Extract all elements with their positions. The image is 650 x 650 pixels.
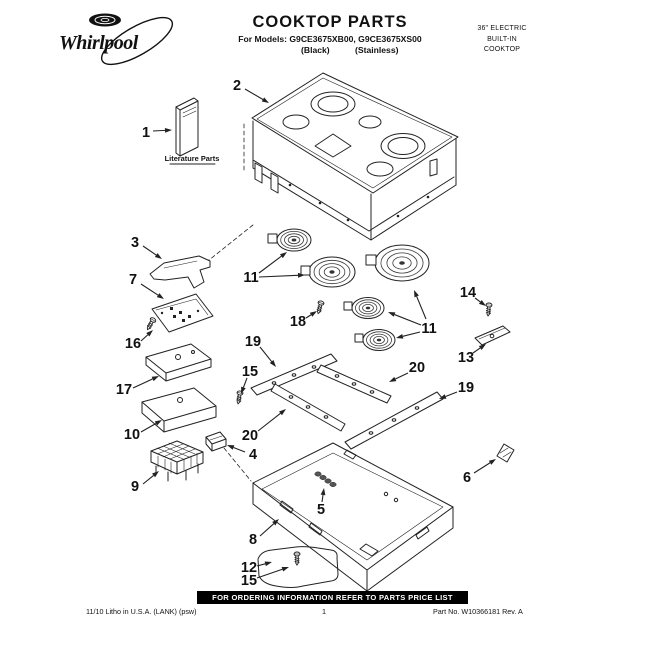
callout-11: 11 [421, 320, 437, 337]
callout-10: 10 [123, 426, 141, 443]
callout-leader [141, 423, 156, 432]
callout-arrowhead [282, 567, 289, 572]
callout-leader [143, 246, 156, 255]
callout-leader [417, 296, 426, 319]
terminal-block [151, 441, 203, 481]
callout-11: 11 [243, 269, 259, 286]
mounting-clip [497, 444, 514, 462]
callout-leader [258, 413, 280, 431]
callout-leader [395, 373, 408, 379]
page-number: 1 [322, 607, 326, 616]
callout-leader [260, 524, 274, 536]
callout-20: 20 [408, 359, 426, 376]
callout-16: 16 [124, 335, 142, 352]
heating-element-small-left [268, 229, 311, 251]
callout-3: 3 [130, 234, 140, 251]
callout-13: 13 [457, 349, 475, 366]
callout-arrowhead [388, 312, 395, 317]
heating-element-medium [301, 257, 355, 287]
callout-arrowhead [157, 293, 164, 299]
callout-leader [306, 315, 311, 318]
page-title: COOKTOP PARTS [252, 13, 408, 31]
cover-small [146, 344, 211, 381]
callout-20: 20 [241, 427, 259, 444]
callout-leader [245, 89, 263, 99]
litho-note: 11/10 Litho in U.S.A. (LANK) (psw) [86, 607, 197, 616]
callout-18: 18 [289, 313, 307, 330]
product-type-line1: 36" ELECTRIC [477, 25, 527, 32]
callout-arrowhead [489, 459, 496, 465]
callout-19: 19 [457, 379, 475, 396]
support-rail-20-right [317, 365, 391, 403]
control-board [152, 294, 213, 332]
callout-arrowhead [310, 311, 317, 317]
callout-arrowhead [155, 253, 162, 259]
models-line: For Models: G9CE3675XB00, G9CE3675XS00 [238, 34, 422, 44]
callout-arrowhead [165, 128, 172, 133]
callout-leader [153, 130, 165, 131]
brand-name: Whirlpool [59, 32, 138, 54]
screw-14 [485, 303, 492, 316]
callout-leader [133, 379, 153, 388]
callout-arrowhead [414, 290, 419, 297]
callout-leader [257, 569, 282, 578]
heating-element-small-center [344, 298, 384, 319]
screw-16 [145, 317, 157, 331]
callout-2: 2 [232, 77, 242, 94]
callout-17: 17 [115, 381, 133, 398]
clamp-bracket [475, 326, 510, 345]
callout-leader [260, 347, 272, 362]
callout-leader [474, 463, 490, 473]
callout-1: 1 [141, 124, 151, 141]
callout-arrowhead [227, 445, 234, 450]
screw-15-bottom [294, 552, 300, 565]
callout-5: 5 [316, 501, 326, 518]
mounting-bracket [150, 256, 210, 288]
ordering-notice-bar: FOR ORDERING INFORMATION REFER TO PARTS PRICE LIST [197, 591, 468, 604]
callout-12: 12 [240, 559, 258, 576]
product-type-line3: COOKTOP [483, 46, 521, 53]
literature-parts-label: Literature Parts [164, 154, 220, 163]
callout-arrowhead [479, 300, 486, 306]
screw-18 [315, 300, 324, 314]
callout-leader [395, 315, 421, 325]
callout-leader [403, 332, 420, 336]
callout-leader [473, 348, 480, 353]
callout-arrowhead [389, 377, 396, 382]
callout-15: 15 [241, 363, 259, 380]
finish-label-black: (Black) [301, 45, 330, 55]
finish-label-stainless: (Stainless) [355, 45, 399, 55]
callout-leader [446, 392, 457, 396]
callout-arrowhead [262, 97, 269, 103]
callout-9: 9 [130, 478, 140, 495]
literature-booklet [165, 98, 220, 164]
callout-15: 15 [240, 572, 258, 589]
callout-arrowhead [280, 252, 287, 258]
callout-arrowhead [152, 376, 159, 381]
connector-block [206, 432, 226, 451]
heating-element-large [366, 245, 429, 281]
cooktop-glass-assembly [252, 73, 458, 240]
product-type-line2: BUILT-IN [487, 35, 517, 43]
part-number: Part No. W10366181 Rev. A [433, 607, 523, 616]
callout-leader [143, 475, 154, 484]
callout-leader [141, 335, 148, 341]
callout-6: 6 [462, 469, 472, 486]
callout-4: 4 [248, 446, 258, 463]
support-rail-19-right [345, 392, 443, 449]
callout-leader [141, 284, 158, 295]
support-rail-20-left [271, 384, 345, 431]
callout-arrowhead [396, 334, 403, 339]
callout-leader [259, 275, 298, 277]
callout-7: 7 [128, 271, 138, 288]
callout-8: 8 [248, 531, 258, 548]
callout-19: 19 [244, 333, 262, 350]
callout-leader [259, 256, 281, 273]
callout-arrowhead [265, 561, 272, 566]
heating-element-small-bottom [355, 330, 395, 351]
callout-14: 14 [459, 284, 477, 301]
callout-leader [234, 448, 245, 452]
